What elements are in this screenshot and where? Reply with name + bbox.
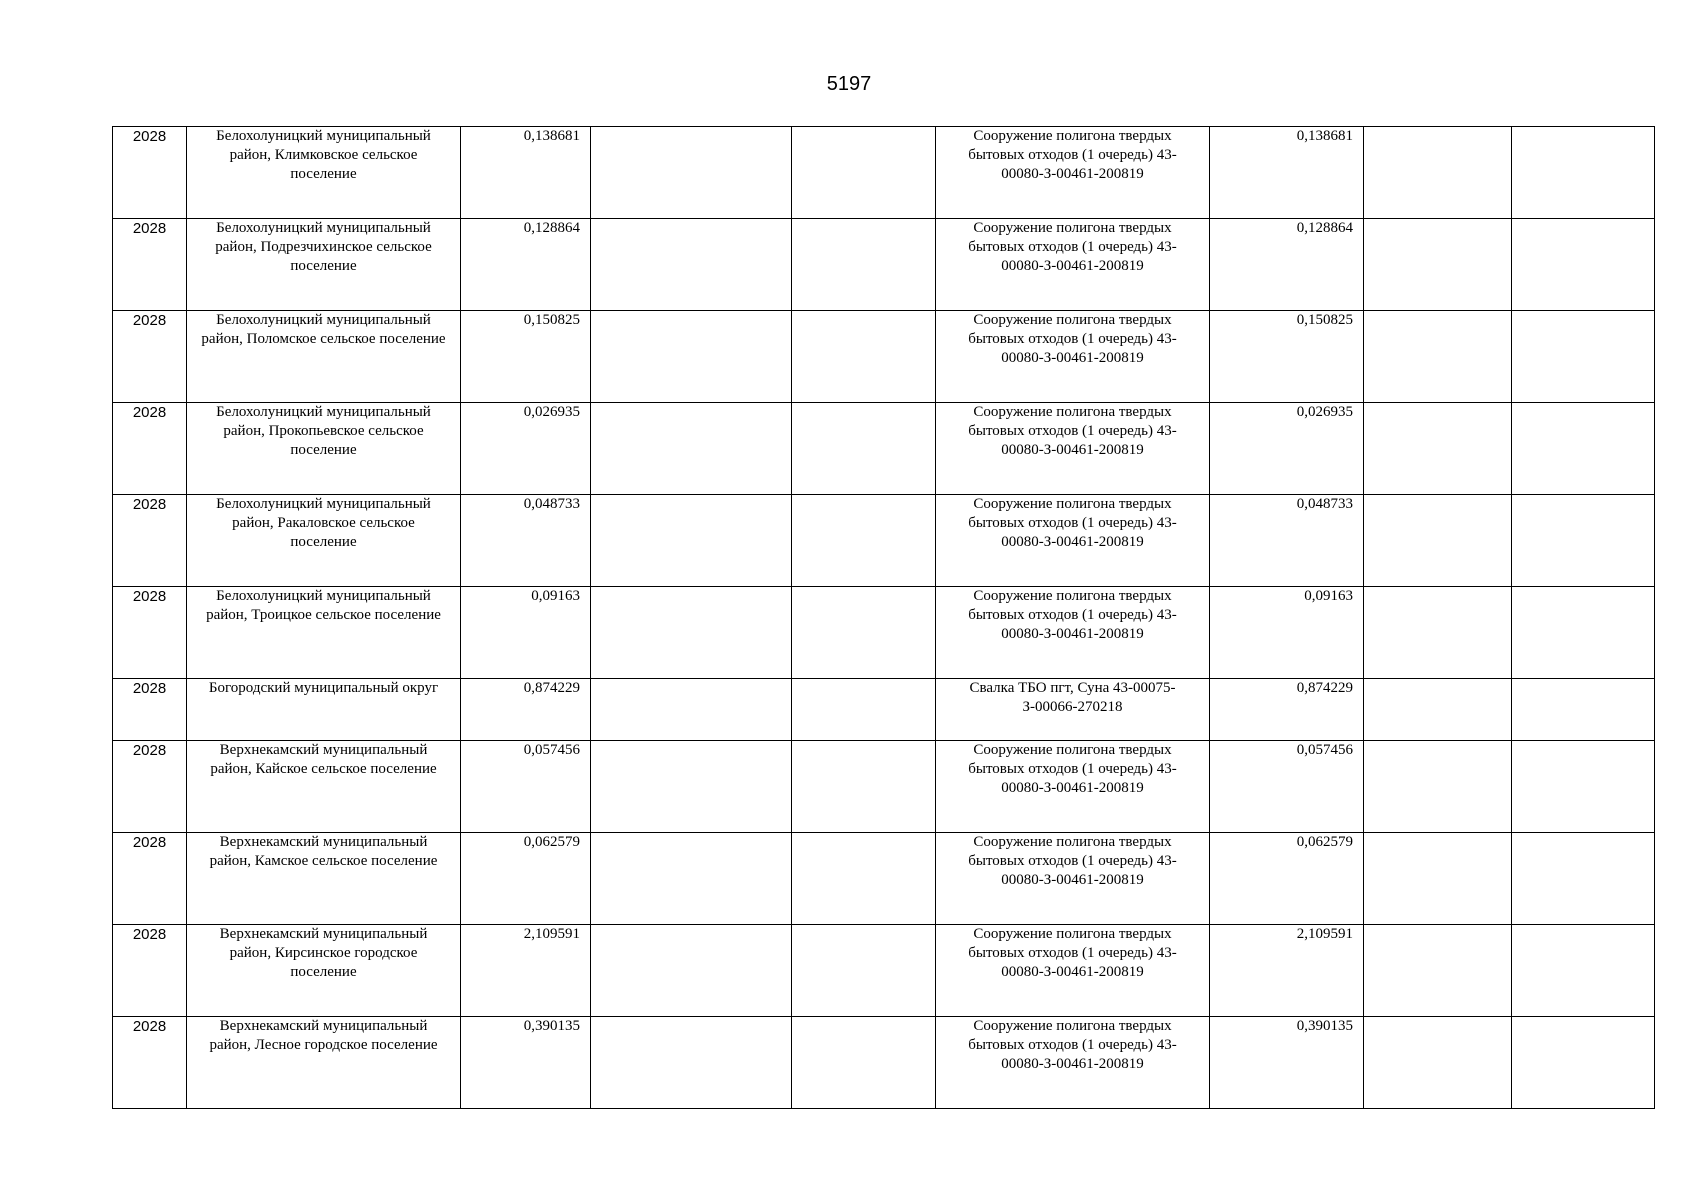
value-cell-text: 0,150825	[523, 312, 580, 328]
empty-cell	[792, 311, 936, 403]
empty-cell	[1364, 679, 1512, 741]
empty-cell	[591, 311, 792, 403]
empty-cell	[591, 741, 792, 833]
object-cell	[936, 833, 1210, 925]
empty-cell	[792, 833, 936, 925]
year-cell: 2028	[113, 219, 187, 311]
empty-cell	[1512, 587, 1655, 679]
object-value-cell-text: 0,128864	[1296, 220, 1353, 236]
empty-cell	[1364, 403, 1512, 495]
object-cell	[936, 495, 1210, 587]
empty-cell	[1512, 1017, 1655, 1109]
empty-cell	[1364, 127, 1512, 219]
object-value-cell	[1210, 127, 1364, 219]
object-cell-text: Сооружение полигона твердых бытовых отходов (1 очередь) 43-00080-З-00461-200819	[968, 834, 1177, 888]
empty-cell	[792, 587, 936, 679]
object-value-cell	[1210, 495, 1364, 587]
year-cell: 2028	[113, 127, 187, 219]
object-value-cell	[1210, 403, 1364, 495]
municipality-cell	[187, 495, 461, 587]
empty-cell	[1512, 219, 1655, 311]
empty-cell	[1512, 833, 1655, 925]
object-cell-text: Сооружение полигона твердых бытовых отходов (1 очередь) 43-00080-З-00461-200819	[968, 1018, 1177, 1072]
empty-cell	[591, 127, 792, 219]
municipality-cell-text: Белохолуницкий муниципальный район, Климковское сельское поселение	[216, 128, 431, 182]
municipality-cell	[187, 741, 461, 833]
municipality-cell-text: Белохолуницкий муниципальный район, Поломское сельское поселение	[201, 312, 446, 347]
object-cell	[936, 403, 1210, 495]
object-value-cell	[1210, 833, 1364, 925]
empty-cell	[1364, 587, 1512, 679]
value-cell	[461, 587, 591, 679]
municipality-cell-text: Верхнекамский муниципальный район, Кайское сельское поселение	[210, 742, 437, 777]
municipality-cell	[187, 833, 461, 925]
empty-cell	[792, 1017, 936, 1109]
empty-cell	[1512, 127, 1655, 219]
object-value-cell	[1210, 679, 1364, 741]
municipality-cell	[187, 403, 461, 495]
municipality-cell-text: Белохолуницкий муниципальный район, Прокопьевское сельское поселение	[216, 404, 431, 458]
object-cell-text: Сооружение полигона твердых бытовых отходов (1 очередь) 43-00080-З-00461-200819	[968, 926, 1177, 980]
table-row	[113, 833, 1655, 925]
object-cell	[936, 127, 1210, 219]
table-row	[113, 127, 1655, 219]
empty-cell	[1512, 403, 1655, 495]
object-cell-text: Сооружение полигона твердых бытовых отходов (1 очередь) 43-00080-З-00461-200819	[968, 742, 1177, 796]
object-cell-text: Сооружение полигона твердых бытовых отходов (1 очередь) 43-00080-З-00461-200819	[968, 312, 1177, 366]
empty-cell	[792, 679, 936, 741]
table-row	[113, 311, 1655, 403]
empty-cell	[1364, 741, 1512, 833]
object-cell	[936, 679, 1210, 741]
empty-cell	[1364, 1017, 1512, 1109]
object-value-cell-text: 0,150825	[1296, 312, 1353, 328]
municipality-cell	[187, 679, 461, 741]
object-value-cell-text: 0,057456	[1296, 742, 1353, 758]
value-cell-text: 0,048733	[523, 496, 580, 512]
empty-cell	[792, 495, 936, 587]
municipality-cell-text: Верхнекамский муниципальный район, Кирсинское городское поселение	[219, 926, 428, 980]
object-value-cell-text: 0,874229	[1296, 680, 1353, 696]
object-value-cell-text: 0,026935	[1296, 404, 1353, 420]
object-cell	[936, 925, 1210, 1017]
object-value-cell	[1210, 219, 1364, 311]
object-cell	[936, 741, 1210, 833]
value-cell-text: 0,026935	[523, 404, 580, 420]
value-cell-text: 2,109591	[523, 926, 580, 942]
empty-cell	[1512, 679, 1655, 741]
value-cell	[461, 925, 591, 1017]
value-cell-text: 0,128864	[523, 220, 580, 236]
object-cell	[936, 219, 1210, 311]
table-body	[113, 127, 1655, 1109]
municipality-cell-text: Белохолуницкий муниципальный район, Ракаловское сельское поселение	[216, 496, 431, 550]
value-cell	[461, 833, 591, 925]
empty-cell	[1364, 495, 1512, 587]
municipality-cell-text: Белохолуницкий муниципальный район, Троицкое сельское поселение	[206, 588, 441, 623]
object-value-cell-text: 0,390135	[1296, 1018, 1353, 1034]
empty-cell	[591, 403, 792, 495]
year-cell: 2028	[113, 1017, 187, 1109]
empty-cell	[1512, 925, 1655, 1017]
municipality-cell-text: Богородский муниципальный округ	[208, 680, 439, 696]
object-value-cell-text: 0,048733	[1296, 496, 1353, 512]
object-cell-text: Свалка ТБО пгт, Суна 43-00075-З-00066-270218	[969, 680, 1176, 715]
municipality-cell	[187, 587, 461, 679]
year-cell: 2028	[113, 495, 187, 587]
object-value-cell	[1210, 925, 1364, 1017]
empty-cell	[1364, 925, 1512, 1017]
empty-cell	[1512, 495, 1655, 587]
empty-cell	[591, 495, 792, 587]
empty-cell	[591, 925, 792, 1017]
empty-cell	[1364, 219, 1512, 311]
object-value-cell-text: 0,138681	[1296, 128, 1353, 144]
empty-cell	[591, 679, 792, 741]
year-cell: 2028	[113, 311, 187, 403]
value-cell-text: 0,062579	[523, 834, 580, 850]
municipality-cell	[187, 311, 461, 403]
object-value-cell-text: 0,062579	[1296, 834, 1353, 850]
object-value-cell	[1210, 587, 1364, 679]
empty-cell	[792, 127, 936, 219]
object-value-cell	[1210, 1017, 1364, 1109]
object-cell	[936, 311, 1210, 403]
value-cell	[461, 311, 591, 403]
municipality-cell	[187, 219, 461, 311]
value-cell	[461, 219, 591, 311]
value-cell	[461, 1017, 591, 1109]
municipality-cell-text: Верхнекамский муниципальный район, Лесное городское поселение	[209, 1018, 438, 1053]
empty-cell	[1364, 311, 1512, 403]
value-cell-text: 0,09163	[531, 588, 580, 604]
allocation-table	[112, 126, 1655, 1109]
empty-cell	[792, 925, 936, 1017]
table-row	[113, 1017, 1655, 1109]
object-cell-text: Сооружение полигона твердых бытовых отходов (1 очередь) 43-00080-З-00461-200819	[968, 496, 1177, 550]
object-cell-text: Сооружение полигона твердых бытовых отходов (1 очередь) 43-00080-З-00461-200819	[968, 220, 1177, 274]
empty-cell	[1512, 741, 1655, 833]
object-cell-text: Сооружение полигона твердых бытовых отходов (1 очередь) 43-00080-З-00461-200819	[968, 588, 1177, 642]
object-value-cell-text: 2,109591	[1296, 926, 1353, 942]
value-cell	[461, 127, 591, 219]
empty-cell	[792, 741, 936, 833]
table-row	[113, 219, 1655, 311]
value-cell-text: 0,057456	[523, 742, 580, 758]
value-cell	[461, 741, 591, 833]
municipality-cell	[187, 1017, 461, 1109]
empty-cell	[591, 833, 792, 925]
table-row	[113, 587, 1655, 679]
table-row	[113, 679, 1655, 741]
object-cell	[936, 1017, 1210, 1109]
year-cell: 2028	[113, 403, 187, 495]
value-cell	[461, 495, 591, 587]
object-cell-text: Сооружение полигона твердых бытовых отходов (1 очередь) 43-00080-З-00461-200819	[968, 404, 1177, 458]
year-cell: 2028	[113, 833, 187, 925]
empty-cell	[792, 219, 936, 311]
value-cell	[461, 403, 591, 495]
page-number: 5197	[826, 73, 872, 95]
value-cell-text: 0,874229	[523, 680, 580, 696]
year-cell: 2028	[113, 925, 187, 1017]
object-cell	[936, 587, 1210, 679]
municipality-cell	[187, 925, 461, 1017]
municipality-cell-text: Верхнекамский муниципальный район, Камское сельское поселение	[209, 834, 438, 869]
table-row	[113, 495, 1655, 587]
empty-cell	[591, 219, 792, 311]
object-value-cell-text: 0,09163	[1304, 588, 1353, 604]
municipality-cell-text: Белохолуницкий муниципальный район, Подрезчихинское сельское поселение	[215, 220, 432, 274]
empty-cell	[1364, 833, 1512, 925]
year-cell: 2028	[113, 587, 187, 679]
table-row	[113, 925, 1655, 1017]
value-cell-text: 0,390135	[523, 1018, 580, 1034]
empty-cell	[591, 587, 792, 679]
object-value-cell	[1210, 311, 1364, 403]
value-cell-text: 0,138681	[523, 128, 580, 144]
empty-cell	[792, 403, 936, 495]
table-row	[113, 741, 1655, 833]
year-cell: 2028	[113, 679, 187, 741]
table-row	[113, 403, 1655, 495]
object-cell-text: Сооружение полигона твердых бытовых отходов (1 очередь) 43-00080-З-00461-200819	[968, 128, 1177, 182]
empty-cell	[1512, 311, 1655, 403]
year-cell: 2028	[113, 741, 187, 833]
empty-cell	[591, 1017, 792, 1109]
object-value-cell	[1210, 741, 1364, 833]
municipality-cell	[187, 127, 461, 219]
value-cell	[461, 679, 591, 741]
